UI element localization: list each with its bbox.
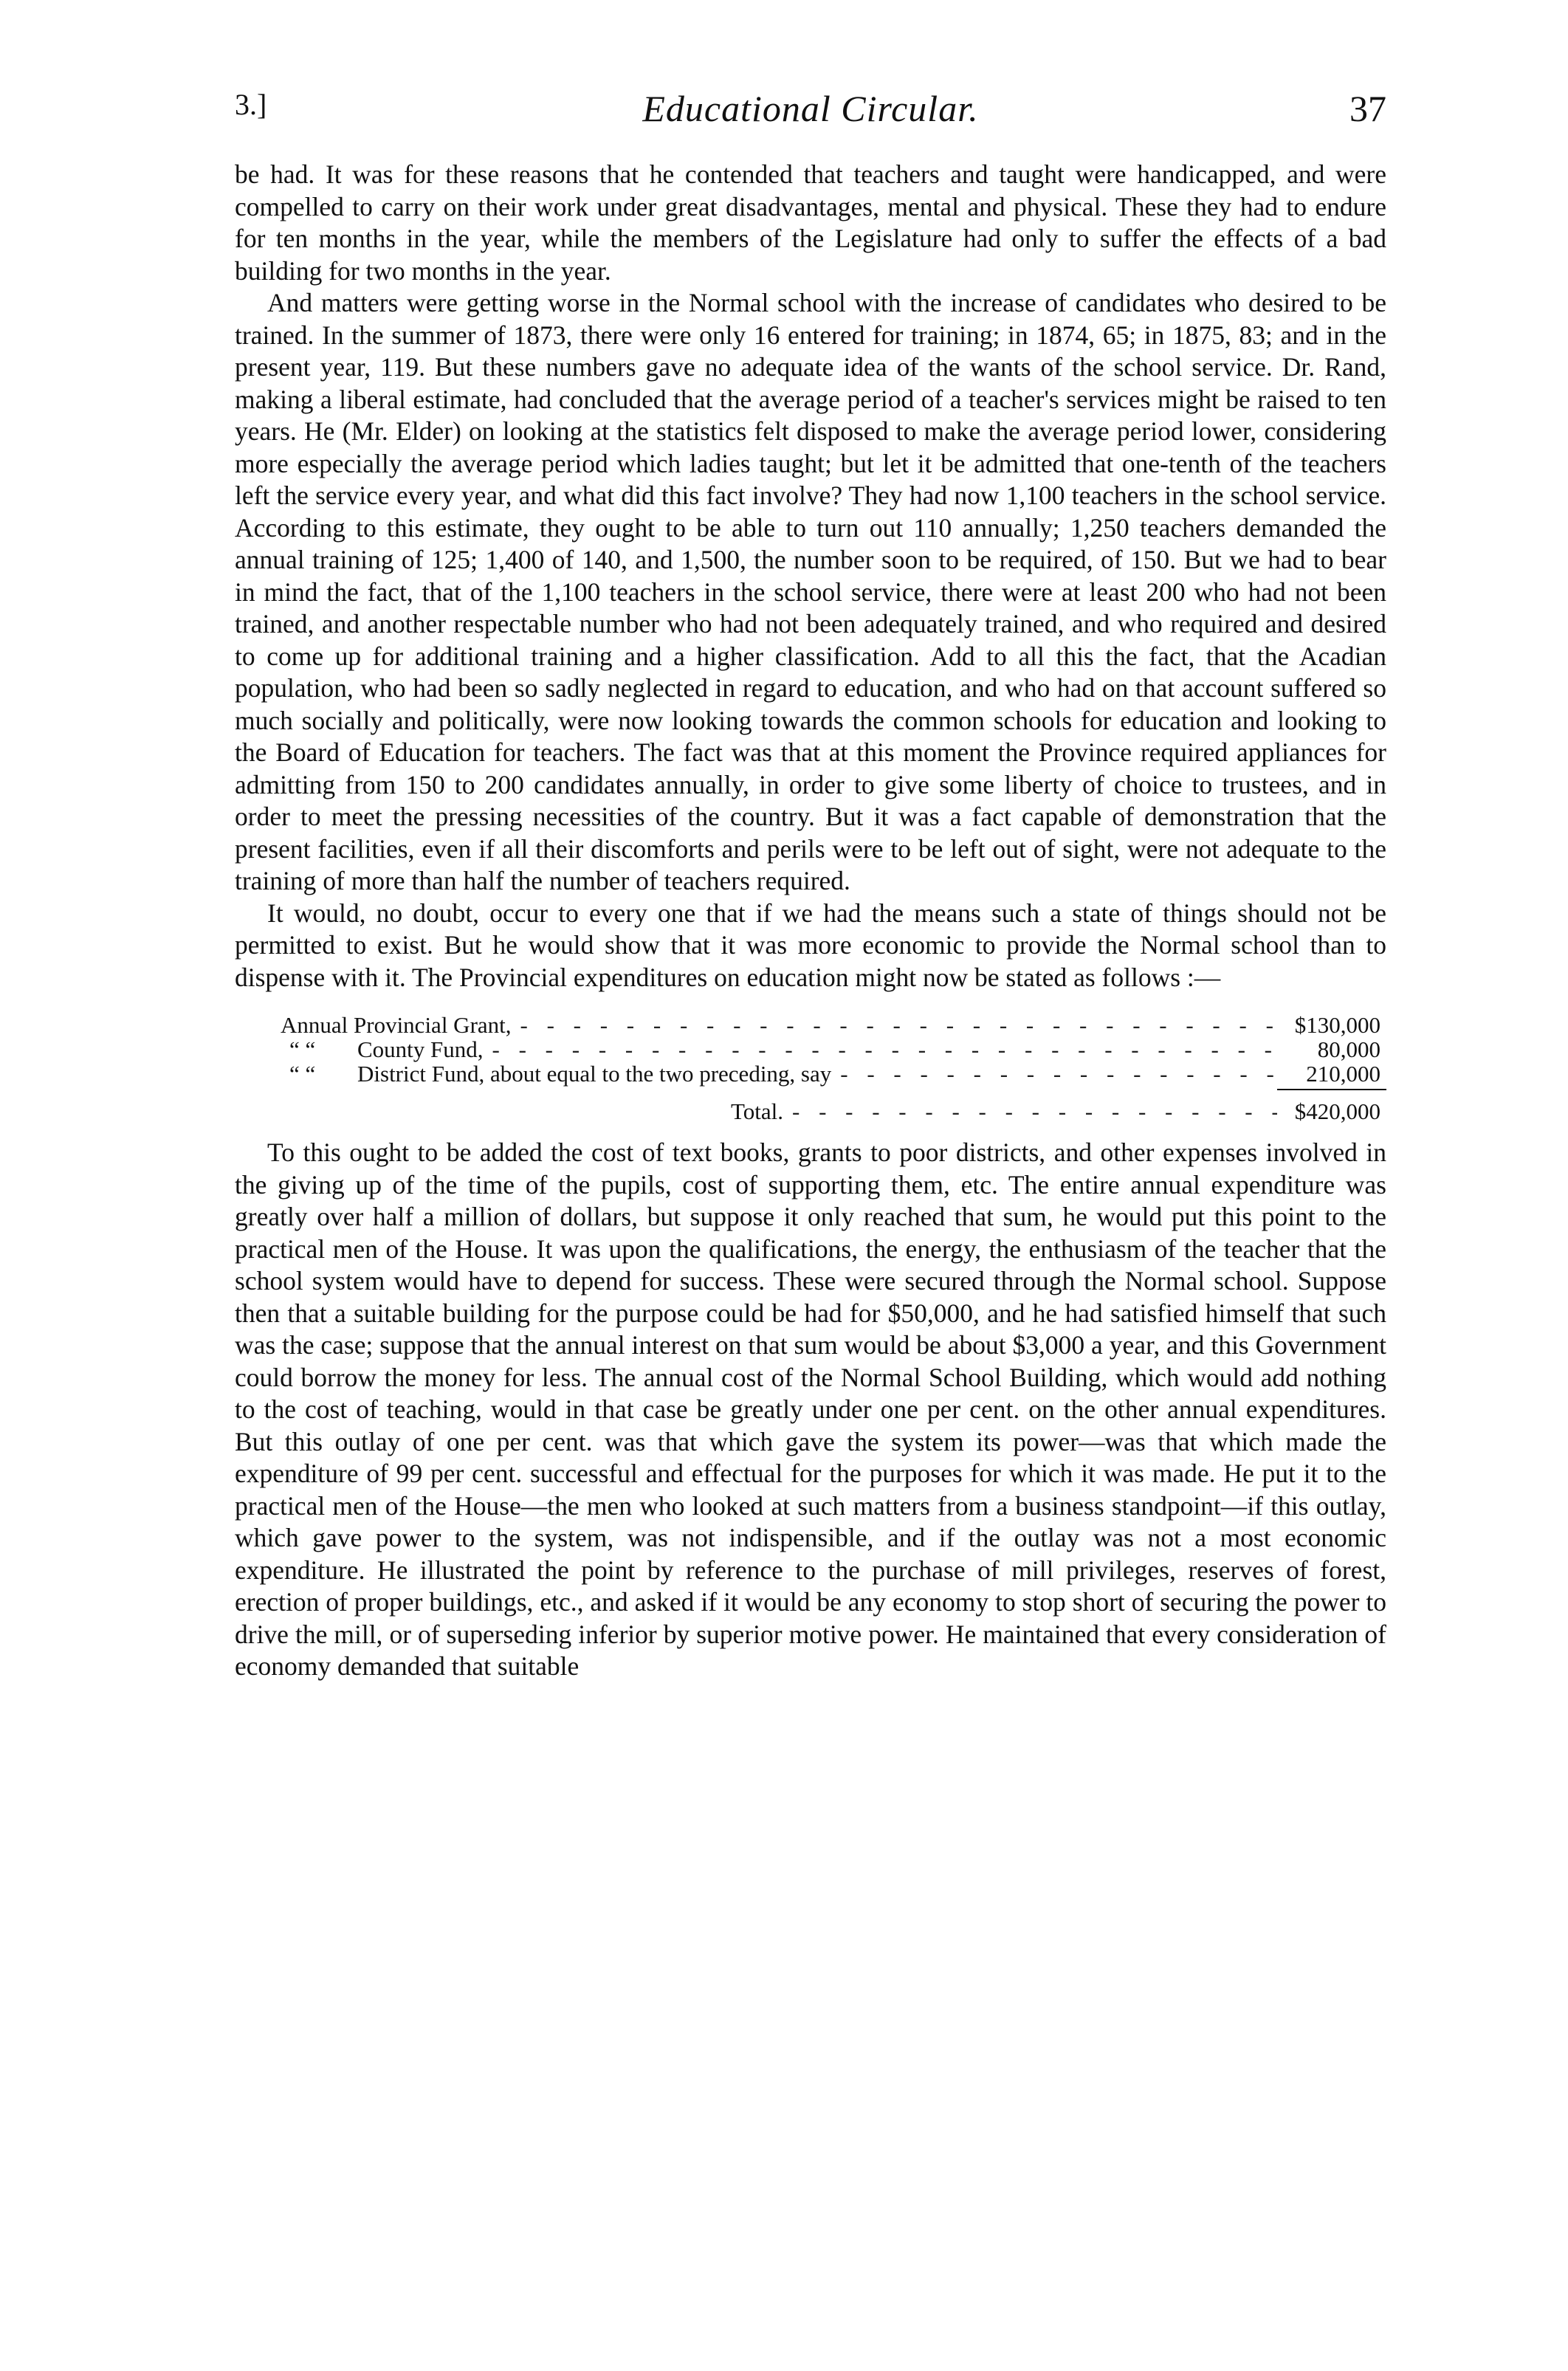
total-label: Total. [731, 1098, 784, 1124]
row-label: Annual Provincial Grant, [281, 1012, 512, 1038]
paragraph-continuation: be had. It was for these reasons that he contended that teachers and taught were handicapped, and were compelled to carry on their work under great disadvantages, mental and physical. These they had to endure for ten months in the year, while the members of the Legislature had only to suffer the effects of a bad building for two months in the year. [235, 159, 1386, 286]
page-number: 37 [1349, 88, 1386, 129]
table-row [235, 1061, 1386, 1090]
running-header [235, 87, 1386, 134]
dot-leader [484, 1037, 1277, 1061]
dot-leader [783, 1099, 1277, 1123]
body-text [235, 159, 1386, 1683]
row-label: “ “ District Fund, about equal to the two preceding, say [289, 1061, 832, 1087]
dot-leader [831, 1061, 1277, 1086]
dot-leader [512, 1013, 1277, 1037]
total-amount: $420,000 [1294, 1098, 1380, 1124]
table-row [235, 1013, 1386, 1037]
ditto-marks: “ “ [289, 1036, 316, 1062]
table-row [235, 1037, 1386, 1061]
expenditure-table [235, 1013, 1386, 1123]
row-amount: 210,000 [1277, 1061, 1386, 1090]
table-total-row [235, 1099, 1386, 1123]
row-amount: $130,000 [1294, 1012, 1380, 1038]
section-mark: 3.] [235, 88, 267, 121]
ditto-marks: “ “ [289, 1061, 316, 1087]
row-label: “ “ County Fund, [289, 1036, 484, 1062]
paragraph-provincial-expenditures: It would, no doubt, occur to every one that if we had the means such a state of things should not be permitted to exist. But he would show that it was more economic to provide the Normal school than to dispense with it. The Provincial expenditures on education might now be stated as follows :— [235, 898, 1386, 992]
row-amount: 80,000 [1317, 1036, 1380, 1062]
paragraph-normal-school-candidates: And matters were getting worse in the Normal school with the increase of candidates who desired to be trained. In the summer of 1873, there were only 16 entered for training; in 1874, 65; in 1875, 83; and in the present year, 119. But these numbers gave no adequate idea of the wants of the school service. Dr. Rand, making a liberal estimate, had concluded that the average period of a teacher's services might be raised to ten years. He (Mr. Elder) on looking at the statistics felt disposed to make the average period lower, considering more especially the average period which ladies taught; but let it be admitted that one-tenth of the teachers left the service every year, and what did this fact involve? They had now 1,100 teachers in the school service. According to this estimate, they ought to be able to turn out 110 annually; 1,250 teachers demanded the annual training of 125; 1,400 of 140, and 1,500, the number soon to be required, of 150. But we had to bear in mind the fact, that of the 1,100 teachers in the school service, there were at least 200 who had not been trained, and another respectable number who had not been adequately trained, and who required and desired to come up for additional training and a higher classification. Add to all this the fact, that the Acadian population, who had been so sadly neglected in regard to education, and who had on that account suffered so much socially and politically, were now looking towards the common schools for education and looking to the Board of Education for teachers. The fact was that at this moment the Province required appliances for admitting from 150 to 200 candidates annually, in order to give some liberty of choice to trustees, and in order to meet the pressing necessities of the country. But it was a fact capable of demonstration that the present facilities, even if all their discomforts and perils were to be left out of sight, were not adequate to the training of more than half the number of teachers required. [235, 288, 1386, 895]
paragraph-normal-school-economy: To this ought to be added the cost of text books, grants to poor districts, and other expenses involved in the giving up of the time of the pupils, cost of supporting them, etc. The entire annual expenditure was greatly over half a million of dollars, but suppose it only reached that sum, he would put this point to the practical men of the House. It was upon the qualifications, the energy, the enthusiasm of the teacher that the school system would have to depend for success. These were secured through the Normal school. Suppose then that a suitable building for the purpose could be had for $50,000, and he had satisfied himself that such was the case; suppose that the annual interest on that sum would be about $3,000 a year, and this Government could borrow the money for less. The annual cost of the Normal School Building, which would add nothing to the cost of teaching, would in that case be greatly under one per cent. on the other annual expenditures. But this outlay of one per cent. was that which gave the system its power—was that which made the expenditure of 99 per cent. successful and effectual for the purposes for which it was made. He put it to the practical men of the House—the men who looked at such matters from a business standpoint—if this outlay, which gave power to the system, was not indispensible, and if the outlay was not a most economic expenditure. He illustrated the point by reference to the purchase of mill privileges, reserves of forest, erection of proper buildings, etc., and asked if it would be any economy to stop short of securing the power to drive the mill, or of superseding inferior by superior motive power. He maintained that every consideration of economy demanded that suitable [235, 1138, 1386, 1681]
running-title: Educational Circular. [642, 88, 979, 129]
